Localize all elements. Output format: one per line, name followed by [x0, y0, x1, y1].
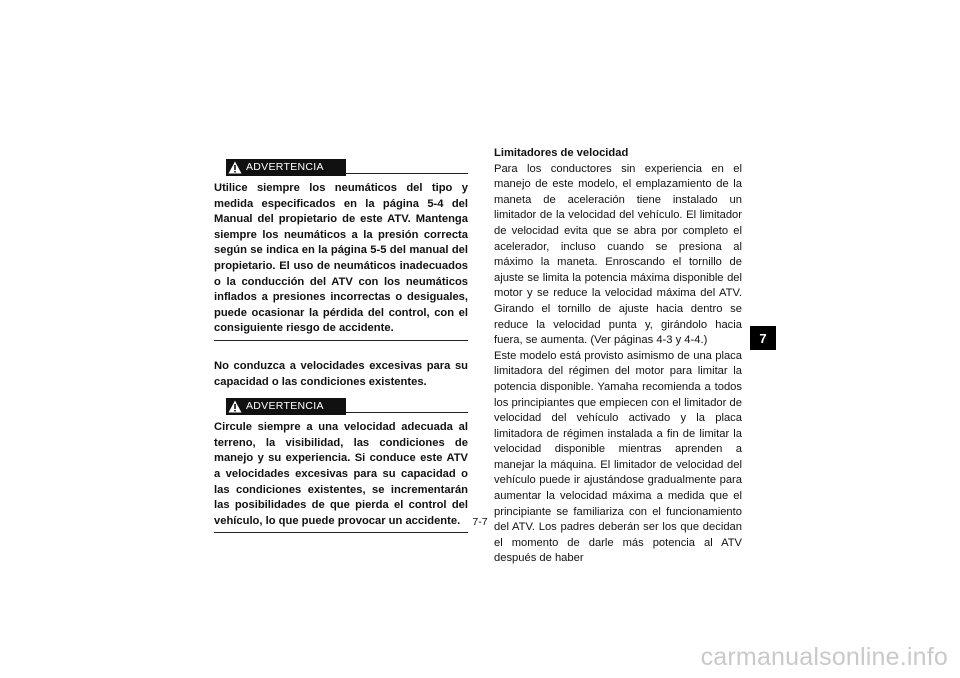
paragraph-1: Para los conductores sin experiencia en el manejo de este modelo, el emplazamiento de la maneta de aceleración tiene instalado un limitador de la velocidad del vehículo. El limitador de velocidad evita que se abra por completo el acelerador, incluso cuando se presiona al máximo la maneta. Enroscando el tornillo de ajuste se limita la potencia máxima disponible del motor y se reduce la velocidad máxima del ATV. Girando el tornillo de ajuste hacia dentro se reduce la velocidad punta y, girándolo hacia fuera, se aumenta. (Ver páginas 4-3 y 4-4.): [494, 162, 742, 347]
chapter-tab: 7: [750, 326, 776, 350]
paragraph-2: Este modelo está provisto asimismo de una placa limitadora del régimen del motor para limitar la potencia disponible. Yamaha recomienda a todos los principiantes que empiecen con el limitador de velocidad del vehículo activado y la placa limitadora de régimen instalada a fin de limitar la velocidad disponible mientras aprenden a manejar la máquina. El limitador de velocidad del vehículo puede ir ajustándose gradualmente para aumentar la velocidad máxima a medida que el principiante se familiariza con el funcionamiento del ATV. Los padres deberán ser los que decidan el momento de darle más potencia al ATV después de haber: [494, 349, 742, 565]
warning-text-tires: Utilice siempre los neumáticos del tipo y medida especificados en la página 5-4 del Manual del propietario de este ATV. Mantenga siempre los neumáticos a la presión correcta según se indica en la página 5-5 del manual del propietario. El uso de neumáticos inadecuados o la conducción del ATV con los neumáticos inflados a presiones incorrectas o desiguales, puede ocasionar la pérdida del control, con el consiguiente riesgo de accidente.: [214, 182, 468, 335]
warning-triangle-icon: [228, 400, 242, 413]
warning-label-text: ADVERTENCIA: [246, 399, 324, 412]
left-column: [214, 140, 468, 533]
warning-header-2: [214, 398, 468, 420]
warning-label-text: ADVERTENCIA: [246, 160, 324, 173]
page-number: 7-7: [472, 516, 488, 528]
warning-text-speed: Circule siempre a una velocidad adecuada al terreno, la visibilidad, las condiciones de manejo y su experiencia. Si conduce este ATV a velocidades excesivas para su capacidad o las condiciones existentes, se incrementarán las posibilidades de que pierda el control del vehículo, lo que puede provocar un accidente.: [214, 421, 468, 527]
watermark: carmanualsonline.info: [700, 643, 948, 671]
right-column: [494, 146, 742, 567]
section-heading: Limitadores de velocidad: [494, 147, 629, 159]
warning-label: [226, 398, 346, 415]
warning-triangle-icon: [228, 161, 242, 174]
warning-label: [226, 159, 346, 176]
warning-header-1: [214, 159, 468, 181]
warning-end-rule: [214, 532, 468, 533]
speed-paragraph: No conduzca a velocidades excesivas para su capacidad o las condiciones existentes.: [214, 359, 468, 388]
